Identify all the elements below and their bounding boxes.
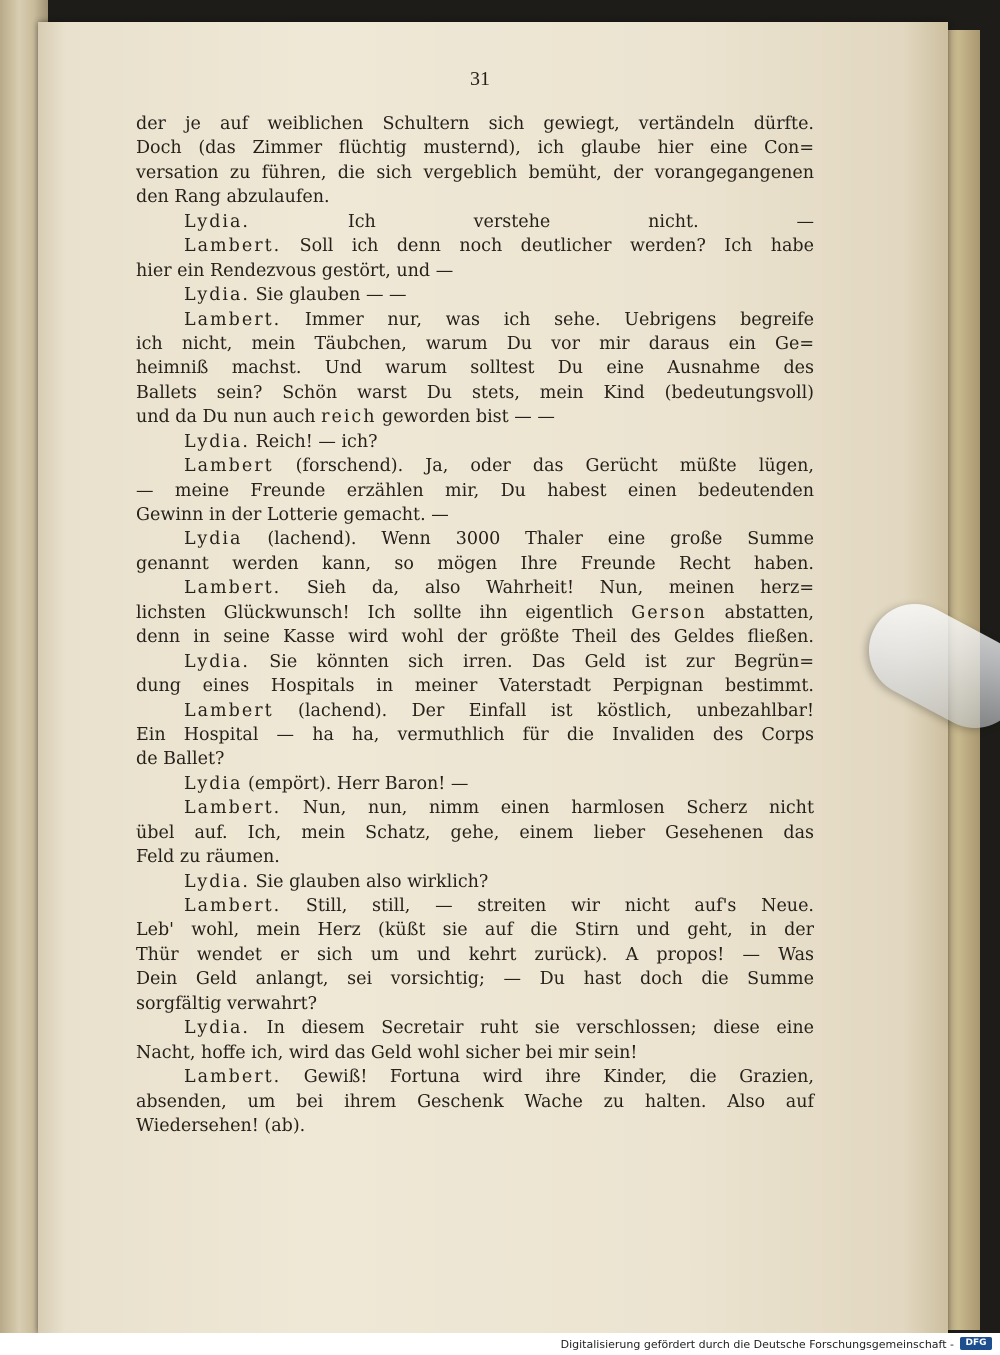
- text-line: [136, 845, 814, 869]
- text-line: [136, 576, 814, 600]
- speaker-name: Lydia.: [184, 871, 250, 892]
- speaker-name: Lydia.: [184, 651, 250, 672]
- line-text: geworden bist — —: [376, 407, 555, 428]
- text-line: [136, 870, 814, 894]
- text-block: [136, 112, 814, 1138]
- line-text: Sie glauben also wirklich?: [250, 871, 489, 892]
- line-text: (lachend). Wenn 3000 Thaler eine große Summe: [242, 529, 814, 550]
- text-line: [136, 1114, 814, 1138]
- text-line: [136, 454, 814, 478]
- text-line: [136, 1016, 814, 1040]
- text-line: [136, 772, 814, 796]
- speaker-name: Gerson: [631, 602, 707, 623]
- speaker-name: Lydia.: [184, 285, 250, 306]
- speaker-name: Lambert: [184, 456, 274, 477]
- line-text: Gewiß! Fortuna wird ihre Kinder, die Grazien,: [281, 1067, 814, 1088]
- line-text: den Rang abzulaufen.: [136, 187, 330, 208]
- line-text: heimniß machst. Und warum solltest Du eine Ausnahme des: [136, 358, 814, 379]
- line-text: abstatten,: [706, 602, 814, 623]
- text-line: [136, 967, 814, 991]
- line-text: Leb' wohl, mein Herz (küßt sie auf die Stirn und geht, in der: [136, 920, 814, 941]
- text-line: [136, 650, 814, 674]
- text-line: [136, 479, 814, 503]
- line-text: Ein Hospital — ha ha, vermuthlich für die Invaliden des Corps: [136, 724, 814, 745]
- text-line: [136, 210, 814, 234]
- line-text: (forschend). Ja, oder das Gerücht müßte lügen,: [273, 456, 814, 477]
- line-text: absenden, um bei ihrem Geschenk Wache zu halten. Also auf: [136, 1091, 814, 1112]
- line-text: sorgfältig verwahrt?: [136, 993, 318, 1014]
- text-line: [136, 527, 814, 551]
- footer: [0, 1333, 1000, 1355]
- speaker-name: Lambert.: [184, 896, 282, 916]
- text-line: [136, 601, 814, 625]
- text-line: [136, 918, 814, 942]
- line-text: Dein Geld anlangt, sei vorsichtig; — Du hast doch die Summe: [136, 969, 814, 990]
- text-line: [136, 161, 814, 185]
- line-text: Ballets sein? Schön warst Du stets, mein Kind (bedeutungsvoll): [136, 382, 814, 403]
- text-line: [136, 625, 814, 649]
- line-text: Thür wendet er sich um und kehrt zurück). A propos! — Was: [136, 944, 814, 965]
- line-text: Gewinn in der Lotterie gemacht. —: [136, 505, 449, 525]
- text-line: [136, 185, 814, 209]
- speaker-name: Lambert.: [184, 1067, 282, 1088]
- line-text: Doch (das Zimmer flüchtig musternd), ich glaube hier eine Con=: [136, 138, 814, 159]
- line-text: Sieh da, also Wahrheit! Nun, meinen herz=: [281, 578, 814, 599]
- text-line: [136, 943, 814, 967]
- text-line: [136, 552, 814, 576]
- line-text: Nacht, hoffe ich, wird das Geld wohl sicher bei mir sein!: [136, 1042, 638, 1063]
- line-text: Reich! — ich?: [250, 431, 378, 452]
- text-line: [136, 796, 814, 820]
- line-text: Ich verstehe nicht. —: [250, 211, 814, 232]
- text-line: [136, 234, 814, 258]
- text-line: [136, 381, 814, 405]
- line-text: der je auf weiblichen Schultern sich gewiegt, vertändeln dürfte.: [136, 114, 814, 134]
- line-text: dung eines Hospitals in meiner Vaterstadt Perpignan bestimmt.: [136, 676, 814, 697]
- line-text: Still, still, — streiten wir nicht auf's Neue.: [281, 896, 814, 916]
- page-number: 31: [470, 68, 490, 90]
- line-text: Feld zu räumen.: [136, 847, 280, 868]
- text-line: [136, 674, 814, 698]
- line-text: Nun, nun, nimm einen harmlosen Scherz nicht: [281, 798, 814, 819]
- text-line: [136, 747, 814, 771]
- text-line: [136, 430, 814, 454]
- text-line: [136, 1090, 814, 1114]
- speaker-name: Lydia.: [184, 1018, 250, 1039]
- line-text: — meine Freunde erzählen mir, Du habest einen bedeutenden: [136, 480, 814, 501]
- line-text: Sie könnten sich irren. Das Geld ist zur Begrün=: [250, 651, 814, 672]
- text-line: [136, 112, 814, 136]
- line-text: ich nicht, mein Täubchen, warum Du vor mir daraus ein Ge=: [136, 333, 814, 354]
- speaker-name: Lydia.: [184, 431, 250, 452]
- line-text-prefix: lichsten Glückwunsch! Ich sollte ihn eigentlich: [136, 602, 632, 623]
- text-line: [136, 894, 814, 918]
- line-text: Sie glauben — —: [250, 285, 407, 306]
- line-text: hier ein Rendezvous gestört, und —: [136, 260, 454, 281]
- text-line: [136, 1065, 814, 1089]
- speaker-name: Lambert: [184, 700, 274, 721]
- line-text: (empört). Herr Baron! —: [242, 773, 469, 794]
- speaker-name: Lydia: [184, 529, 243, 550]
- speaker-name: Lydia.: [184, 211, 250, 232]
- text-line: [136, 503, 814, 527]
- text-line: [136, 699, 814, 723]
- text-line: [136, 356, 814, 380]
- line-text: Soll ich denn noch deutlicher werden? Ich habe: [281, 236, 814, 257]
- line-text: Immer nur, was ich sehe. Uebrigens begreife: [281, 309, 814, 330]
- line-text: versation zu führen, die sich vergeblich bemüht, der vorangegangenen: [136, 162, 814, 183]
- text-line: [136, 259, 814, 283]
- text-line: [136, 992, 814, 1016]
- line-text: genannt werden kann, so mögen Ihre Freunde Recht haben.: [136, 553, 814, 574]
- dfg-logo: DFG: [960, 1337, 992, 1350]
- speaker-name: Lambert.: [184, 578, 282, 599]
- line-text: de Ballet?: [136, 749, 225, 770]
- text-line: [136, 723, 814, 747]
- footer-credit: Digitalisierung gefördert durch die Deutsche Forschungsgemeinschaft -: [560, 1338, 954, 1351]
- speaker-name: reich: [321, 407, 377, 428]
- text-line: [136, 308, 814, 332]
- speaker-name: Lambert.: [184, 309, 282, 330]
- text-line: [136, 136, 814, 160]
- line-text: (lachend). Der Einfall ist köstlich, unbezahlbar!: [273, 700, 814, 721]
- text-line: [136, 283, 814, 307]
- line-text: Wiedersehen! (ab).: [136, 1115, 306, 1136]
- line-text-prefix: und da Du nun auch: [136, 407, 322, 428]
- line-text: denn in seine Kasse wird wohl der größte Theil des Geldes fließen.: [136, 627, 814, 648]
- speaker-name: Lydia: [184, 773, 243, 794]
- text-line: [136, 332, 814, 356]
- speaker-name: Lambert.: [184, 236, 282, 257]
- text-line: [136, 1041, 814, 1065]
- text-line: [136, 405, 814, 429]
- text-line: [136, 821, 814, 845]
- line-text: In diesem Secretair ruht sie verschlossen; diese eine: [250, 1018, 814, 1039]
- line-text: übel auf. Ich, mein Schatz, gehe, einem lieber Gesehenen das: [136, 822, 814, 843]
- speaker-name: Lambert.: [184, 798, 282, 819]
